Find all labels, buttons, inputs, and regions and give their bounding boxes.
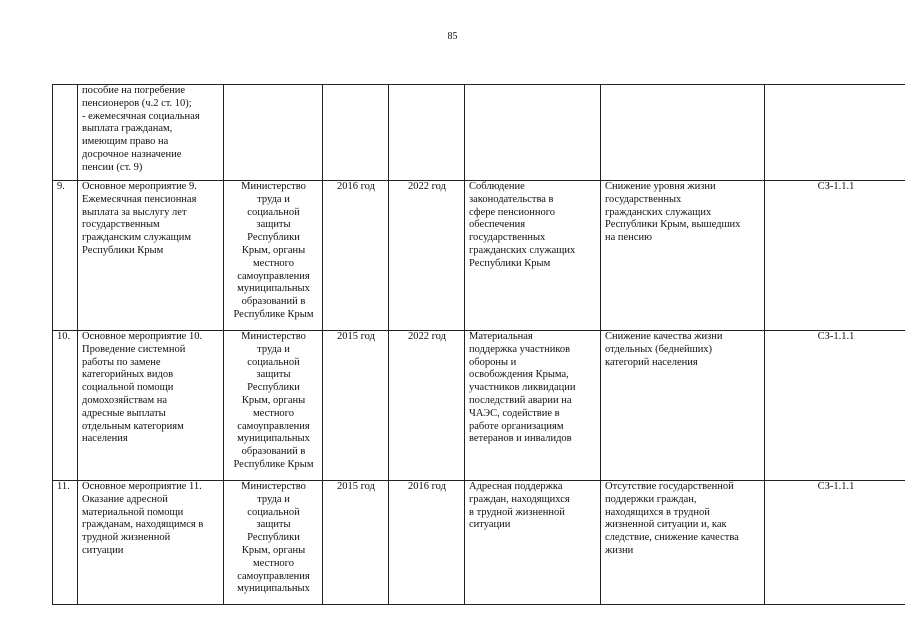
start-year-cell: 2015 год	[323, 331, 389, 481]
table-row	[53, 181, 905, 331]
expected-result-cell: Адресная поддержка граждан, находящихся в трудной жизненной ситуации	[465, 481, 601, 605]
consequence-cell	[601, 85, 765, 181]
indicator-cell: СЗ-1.1.1	[765, 481, 905, 605]
end-year-cell: 2022 год	[389, 181, 465, 331]
start-year-cell: 2015 год	[323, 481, 389, 605]
event-cell: Основное мероприятие 10. Проведение системной работы по замене категорийных видов социальной помощи домохозяйствам на адресные выплаты отдельным категориям населения	[78, 331, 224, 481]
expected-result-cell	[465, 85, 601, 181]
end-year-cell: 2022 год	[389, 331, 465, 481]
indicator-cell	[765, 85, 905, 181]
start-year-cell	[323, 85, 389, 181]
expected-result-cell: Соблюдение законодательства в сфере пенсионного обеспечения государственных гражданских служащих Республики Крым	[465, 181, 601, 331]
table-row	[53, 331, 905, 481]
end-year-cell: 2016 год	[389, 481, 465, 605]
indicator-cell: СЗ-1.1.1	[765, 331, 905, 481]
consequence-cell: Снижение качества жизни отдельных (беднейших) категорий населения	[601, 331, 765, 481]
table-row	[53, 85, 905, 181]
executor-cell: Министерство труда и социальной защиты Республики Крым, органы местного самоуправления муниципальных образований в Республике Крым	[224, 331, 323, 481]
row-number-cell: 11.	[53, 481, 78, 605]
row-number-cell: 9.	[53, 181, 78, 331]
event-cell: Основное мероприятие 11. Оказание адресной материальной помощи гражданам, находящимся в трудной жизненной ситуации	[78, 481, 224, 605]
row-number-cell	[53, 85, 78, 181]
end-year-cell	[389, 85, 465, 181]
event-cell: Основное мероприятие 9. Ежемесячная пенсионная выплата за выслугу лет государственным гражданским служащим Республики Крым	[78, 181, 224, 331]
start-year-cell: 2016 год	[323, 181, 389, 331]
row-number-cell: 10.	[53, 331, 78, 481]
executor-cell: Министерство труда и социальной защиты Республики Крым, органы местного самоуправления муниципальных	[224, 481, 323, 605]
table-row	[53, 481, 905, 605]
event-cell: пособие на погребение пенсионеров (ч.2 ст. 10); - ежемесячная социальная выплата гражданам, имеющим право на досрочное назначение пенсии (ст. 9)	[78, 85, 224, 181]
consequence-cell: Отсутствие государственной поддержки граждан, находящихся в трудной жизненной ситуации и, как следствие, снижение качества жизни	[601, 481, 765, 605]
program-events-table	[52, 84, 905, 605]
consequence-cell: Снижение уровня жизни государственных гражданских служащих Республики Крым, вышедших на пенсию	[601, 181, 765, 331]
page-number: 85	[447, 31, 458, 42]
indicator-cell: СЗ-1.1.1	[765, 181, 905, 331]
executor-cell: Министерство труда и социальной защиты Республики Крым, органы местного самоуправления муниципальных образований в Республике Крым	[224, 181, 323, 331]
executor-cell	[224, 85, 323, 181]
expected-result-cell: Материальная поддержка участников обороны и освобождения Крыма, участников ликвидации последствий аварии на ЧАЭС, содействие в работе организациям ветеранов и инвалидов	[465, 331, 601, 481]
